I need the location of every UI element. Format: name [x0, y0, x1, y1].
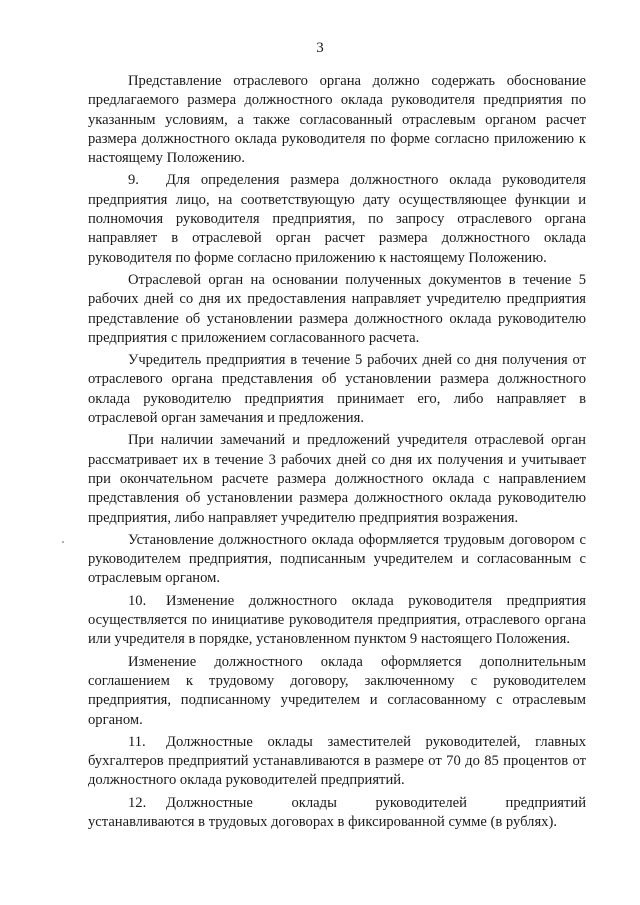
paragraph: При наличии замечаний и предложений учредителя отраслевой орган рассматривает их в течение 3 рабочих дней со дня их получения и учитывает при окончательном расчете размера должностного оклада с направлением представления об установлении размера должностного оклада руководителю предприятия, либо направляет учредителю предприятия возражения.: [88, 432, 586, 526]
paragraph-text: Изменение должностного оклада руководителя предприятия осуществляется по инициативе руководителя предприятия, отраслевого органа или учредителя в порядке, установленном пунктом 9 настоящего Положения.: [88, 592, 586, 648]
paragraph-item-12: [88, 794, 586, 833]
scan-speck: [62, 541, 64, 543]
paragraph-text: Должностные оклады заместителей руководителей, главных бухгалтеров предприятий устанавливаются в размере от 70 до 85 процентов от должностного оклада руководителей предприятий.: [88, 733, 586, 789]
paragraph-text: Должностные оклады руководителей предприятий устанавливаются в трудовых договорах в фиксированной сумме (в рублях).: [88, 794, 586, 830]
paragraph: Изменение должностного оклада оформляется дополнительным соглашением к трудовому договору, заключенному с руководителем предприятия, подписанному учредителем и согласованному с отраслевым органом.: [88, 653, 586, 728]
page-number: 3: [316, 40, 324, 56]
item-number: 11.: [128, 733, 146, 750]
paragraph-item-9: [88, 171, 586, 267]
document-body: [88, 72, 586, 835]
paragraph-item-10: [88, 592, 586, 650]
paragraph: Учредитель предприятия в течение 5 рабочих дней со дня получения от отраслевого органа представления об установлении размера должностного оклада руководителю предприятия принимает его, либо направляет в отраслевой орган замечания и предложения.: [88, 352, 586, 427]
item-number: 10.: [128, 592, 147, 609]
item-number: 12.: [128, 794, 147, 811]
paragraph: Отраслевой орган на основании полученных документов в течение 5 рабочих дней со дня их предоставления направляет учредителю предприятия представление об установлении размера должностного оклада руководителю предприятия с приложением согласованного расчета.: [88, 271, 586, 346]
item-number: 9.: [128, 172, 139, 189]
paragraph: Представление отраслевого органа должно содержать обоснование предлагаемого размера должностного оклада руководителя предприятия по указанным условиям, а также согласованный отраслевым органом расчет размера должностного оклада руководителя по форме согласно приложению к настоящему Положению.: [88, 73, 586, 167]
paragraph-item-11: [88, 733, 586, 791]
paragraph-text: Для определения размера должностного оклада руководителя предприятия лицо, на соответствующую дату осуществляющее функции и полномочия руководителя предприятия, по запросу отраслевого органа направляет в отраслевой орган расчет размера должностного оклада руководителя по форме согласно приложению к настоящему Положению.: [88, 172, 586, 266]
paragraph: Установление должностного оклада оформляется трудовым договором с руководителем предприятия, подписанным учредителем и согласованным с отраслевым органом.: [88, 531, 586, 587]
